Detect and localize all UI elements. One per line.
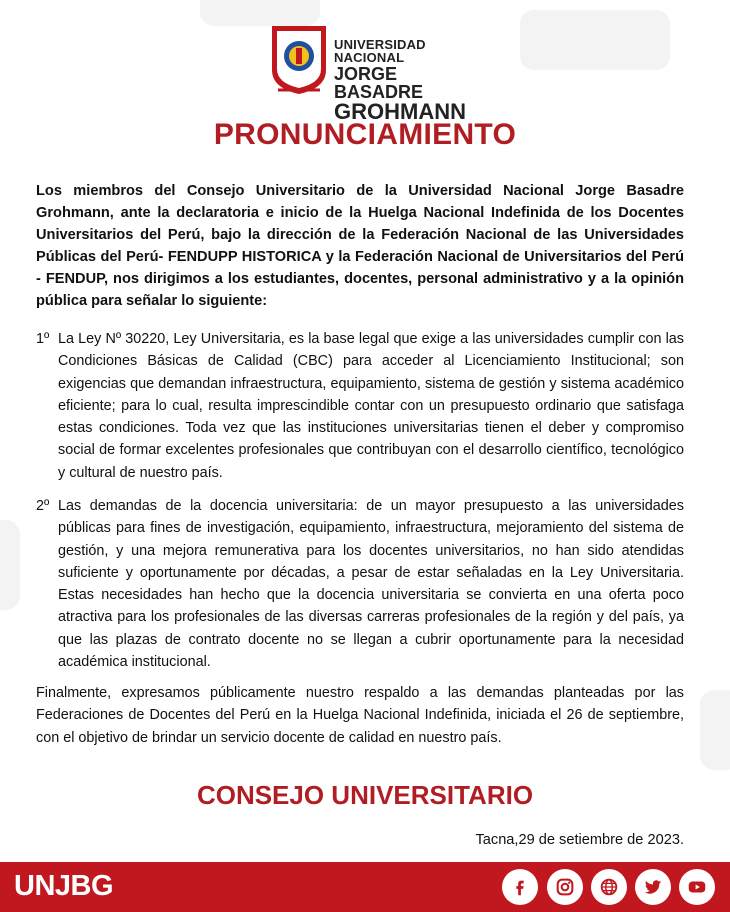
footer-brand: UNJBG <box>14 870 114 902</box>
twitter-icon[interactable] <box>635 869 671 905</box>
footer-bar <box>0 862 730 912</box>
university-name-line3: GROHMANN <box>334 99 466 124</box>
youtube-icon[interactable] <box>679 869 715 905</box>
background-shape <box>700 690 730 770</box>
web-icon[interactable] <box>591 869 627 905</box>
point-item <box>36 495 684 673</box>
university-name-line2: JORGE BASADRE <box>334 64 424 102</box>
point-text: Las demandas de la docencia universitaria: de un mayor presupuesto a las universidades públicas para fines de investigación, equipamiento, infraestructura, mejoramiento del sistema de gestión, y una mejora remunerativa para los docentes universitarios, no han sido atendidas suficiente y oportunamente por décadas, a pesar de estar señaladas en la Ley Universitaria. Estas necesidades han hecho que la docencia universitaria se convierta en una oferta poco atractiva para los profesionales de las diversas carreras profesionales de la región y del país, ya que las plazas de contrato docente no se llegan a cubrir oportunamente para la necesidad académica institucional. <box>58 498 684 671</box>
intro-paragraph: Los miembros del Consejo Universitario de la Universidad Nacional Jorge Basadre Grohmann, ante la declaratoria e inicio de la Huelga Nacional Indefinida de los Docentes Universitarios del Perú, bajo la dirección de la Federación Nacional de las Universidades Públicas del Perú- FENDUPP HISTORICA y la Federación Nacional de Universitarios del Perú - FENDUP, nos dirigimos a los estudiantes, docentes, personal administrativo y a la opinión pública para señalar lo siguiente: <box>36 183 684 309</box>
university-name <box>334 38 468 123</box>
background-shape <box>520 10 670 70</box>
point-item <box>36 328 684 484</box>
facebook-icon[interactable] <box>502 869 538 905</box>
point-number: 1º <box>36 331 50 347</box>
university-seal-icon <box>268 20 330 96</box>
university-name-line1: UNIVERSIDAD NACIONAL <box>334 37 426 65</box>
page-title: PRONUNCIAMIENTO <box>213 118 517 151</box>
university-logo <box>268 20 468 124</box>
closing-paragraph: Finalmente, expresamos públicamente nuestro respaldo a las demandas planteadas por las Federaciones de Docentes del Perú en la Huelga Nacional Indefinida, iniciada el 26 de septiembre, con el objetivo de brindar un servicio docente de calidad en nuestro país. <box>36 685 684 746</box>
point-number: 2º <box>36 498 50 514</box>
date-line: Tacna,29 de setiembre de 2023. <box>475 832 684 848</box>
point-text: La Ley Nº 30220, Ley Universitaria, es la base legal que exige a las universidades cumplir con las Condiciones Básicas de Calidad (CBC) para acceder al Licenciamiento Institucional; son exigencias que demandan infraestructura, equipamiento, sistema de gestión y sistema académico eficiente; para lo cual, resulta imprescindible contar con un presupuesto ordinario que satisfaga estas condiciones. Toda vez que las instituciones universitarias tienen el deber y compromiso social de formar excelentes profesionales que contribuyan con el desarrollo científico, tecnológico y cultural de nuestro país. <box>58 331 684 481</box>
signature: CONSEJO UNIVERSITARIO <box>196 780 534 810</box>
background-shape <box>0 520 20 610</box>
instagram-icon[interactable] <box>547 869 583 905</box>
